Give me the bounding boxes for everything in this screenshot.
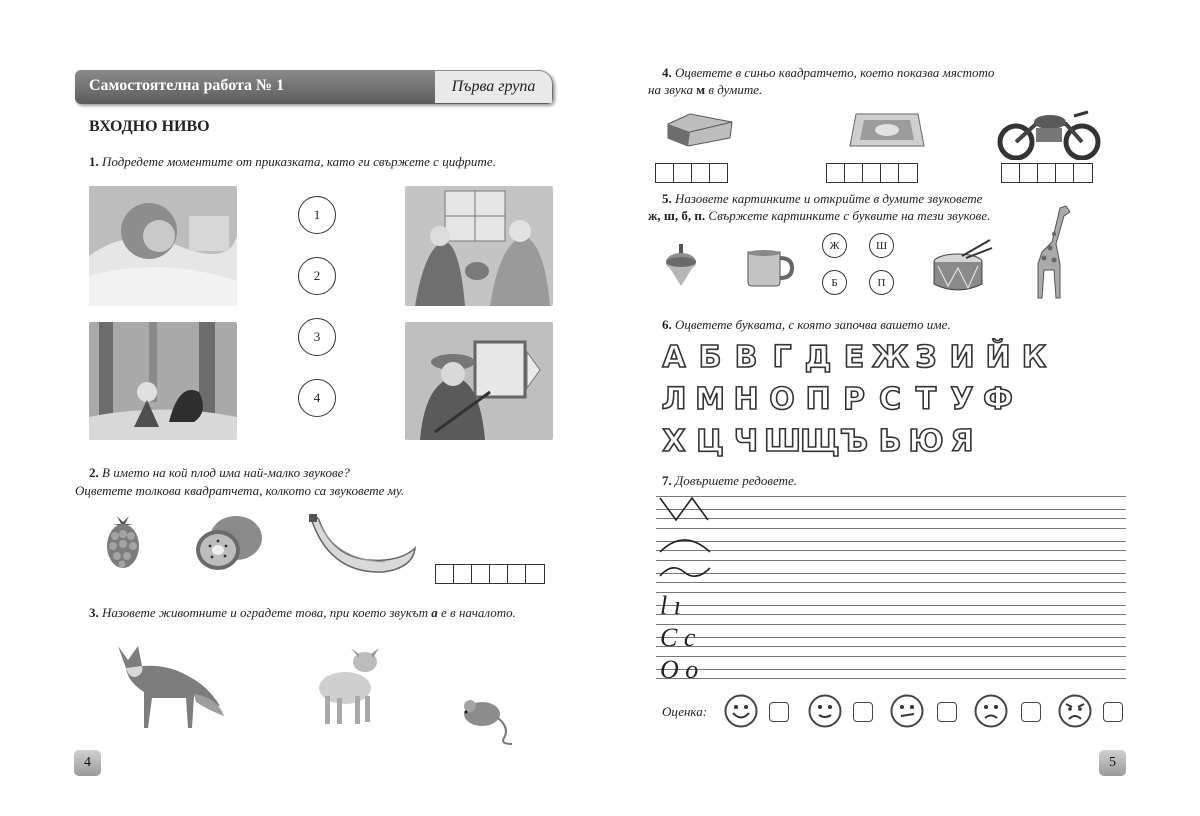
alphabet-letter[interactable]: Й [985, 340, 1011, 375]
sample-c: C c [660, 623, 696, 652]
giraffe-picture[interactable] [1030, 204, 1074, 300]
order-circle[interactable]: 3 [298, 318, 336, 356]
alphabet-letter[interactable]: У [950, 382, 974, 417]
alphabet-row-2 [656, 382, 1016, 417]
task-4-text: 4. Оцветете в синьо квадратчето, което показва мястото [662, 65, 995, 80]
task-5-text-line2: ж, ш, б, п. Свържете картинките с буквите на тези звукове. [648, 208, 991, 223]
alphabet-letter[interactable]: Ш [764, 424, 802, 459]
page-number-left: 4 [74, 750, 101, 776]
alphabet-row-3 [656, 424, 980, 459]
letter-circle-b[interactable]: Б [822, 270, 847, 295]
alphabet-letter[interactable]: К [1021, 340, 1047, 375]
letter-circle-sh[interactable]: Ш [869, 233, 894, 258]
alphabet-letter[interactable]: Ч [733, 424, 759, 459]
alphabet-letter[interactable]: Я [950, 424, 974, 459]
alphabet-letter[interactable]: Щ [800, 424, 840, 459]
letter-circle-p[interactable]: П [869, 270, 894, 295]
task-1-text: 1. Подредете моментите от приказката, като ги свържете с цифрите. [89, 154, 496, 169]
alphabet-letter[interactable]: И [949, 340, 975, 375]
grade-checkbox-good[interactable] [853, 702, 873, 722]
sad-face-icon [974, 694, 1008, 728]
task-7-text: 7. Довършете редовете. [662, 473, 797, 488]
alphabet-letter[interactable]: З [915, 340, 937, 375]
order-circle[interactable]: 1 [298, 196, 336, 234]
sample-l: l ı [660, 591, 681, 620]
alphabet-letter[interactable]: Д [804, 340, 832, 375]
lamb-picture[interactable] [315, 636, 383, 726]
grade-checkbox-average[interactable] [937, 702, 957, 722]
page-number-right: 5 [1099, 750, 1126, 776]
angry-face-icon [1058, 694, 1092, 728]
alphabet-letter[interactable]: Л [661, 382, 687, 417]
sound-boxes-rug[interactable] [827, 163, 918, 183]
task-2-text-line2: Оцветете толкова квадратчета, колкото са звуковете му. [75, 483, 405, 498]
alphabet-letter[interactable]: Ь [878, 424, 902, 459]
mouse-picture[interactable] [460, 688, 516, 746]
writing-lines[interactable] [656, 496, 1126, 686]
task-5-text: 5. Назовете картинките и открийте в думите звуковете [662, 191, 983, 206]
alphabet-letter[interactable]: Ю [908, 424, 944, 459]
alphabet-letter[interactable]: Б [698, 340, 722, 375]
order-circle[interactable]: 4 [298, 379, 336, 417]
grade-checkbox-bad[interactable] [1103, 702, 1123, 722]
alphabet-letter[interactable]: Е [843, 340, 865, 375]
alphabet-letter[interactable]: Г [772, 340, 792, 375]
alphabet-letter[interactable]: Н [733, 382, 759, 417]
banana-picture [305, 512, 419, 576]
grade-checkbox-poor[interactable] [1021, 702, 1041, 722]
motorcycle-picture [996, 104, 1104, 160]
alphabet-letter[interactable]: М [695, 382, 725, 417]
task-6-text: 6. Оцветете буквата, с която започва вашето име. [662, 317, 951, 332]
neutral-face-icon [890, 694, 924, 728]
sound-boxes-fruit[interactable] [436, 564, 545, 584]
eraser-picture [664, 108, 736, 150]
very-happy-face-icon [724, 694, 758, 728]
sound-boxes-motorcycle[interactable] [1002, 163, 1093, 183]
alphabet-letter[interactable]: В [734, 340, 758, 375]
alphabet-letter[interactable]: Ф [983, 382, 1013, 417]
drum-picture[interactable] [928, 236, 994, 298]
alphabet-letter[interactable]: Ц [696, 424, 724, 459]
alphabet-letter[interactable]: Т [915, 382, 937, 417]
alphabet-letter[interactable]: О [769, 382, 795, 417]
level-heading: ВХОДНО НИВО [89, 118, 210, 135]
alphabet-letter[interactable]: Ж [872, 340, 909, 375]
task-4-text-line2: на звука м в думите. [648, 82, 763, 97]
task-2-text: 2. В името на кой плод има най-малко звукове? [89, 465, 350, 480]
raspberry-picture [103, 512, 143, 570]
alphabet-row-1 [656, 340, 1052, 375]
alphabet-letter[interactable]: С [878, 382, 902, 417]
story-picture-girl-at-window [405, 186, 553, 306]
sample-o: O o [660, 655, 699, 682]
spinning-top-picture[interactable] [664, 242, 698, 290]
story-picture-hunter [405, 322, 553, 440]
alphabet-letter[interactable]: А [662, 340, 686, 375]
alphabet-letter[interactable]: Р [843, 382, 865, 417]
happy-face-icon [808, 694, 842, 728]
story-picture-wolf-in-forest [89, 322, 237, 440]
mug-picture[interactable] [744, 248, 796, 288]
alphabet-letter[interactable]: Ъ [839, 424, 869, 459]
rug-picture [846, 108, 926, 152]
order-circle[interactable]: 2 [298, 257, 336, 295]
sound-boxes-eraser[interactable] [656, 163, 728, 183]
story-picture-sleeping-grandma [89, 186, 237, 306]
letter-circle-zh[interactable]: Ж [822, 233, 847, 258]
alphabet-letter[interactable]: П [805, 382, 831, 417]
group-label: Първа група [435, 71, 552, 103]
grade-checkbox-excellent[interactable] [769, 702, 789, 722]
fox-picture[interactable] [108, 636, 228, 732]
grade-label: Оценка: [662, 704, 708, 719]
kiwi-picture [192, 512, 268, 572]
task-3-text: 3. Назовете животните и оградете това, при което звукът а е в началото. [89, 605, 516, 620]
writing-samples [656, 496, 720, 682]
page-title: Самостоятелна работа № 1 [89, 77, 285, 94]
alphabet-letter[interactable]: Х [662, 424, 686, 459]
